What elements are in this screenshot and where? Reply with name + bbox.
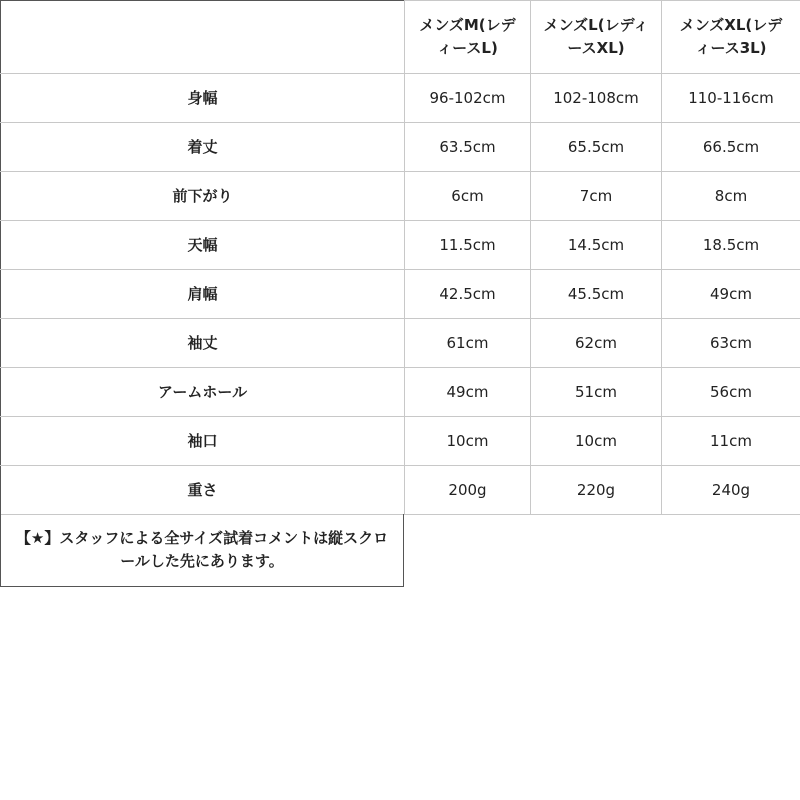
table-cell: 14.5cm xyxy=(531,221,662,270)
column-header-size-l: メンズL(レディースXL) xyxy=(531,1,662,74)
table-cell: 66.5cm xyxy=(662,123,800,172)
table-cell: 220g xyxy=(531,466,662,515)
table-row xyxy=(1,417,800,466)
table-cell: 11.5cm xyxy=(405,221,531,270)
table-cell: 45.5cm xyxy=(531,270,662,319)
table-cell: 61cm xyxy=(405,319,531,368)
table-cell: 42.5cm xyxy=(405,270,531,319)
table-cell: 65.5cm xyxy=(531,123,662,172)
header-row xyxy=(1,1,800,74)
table-cell: 200g xyxy=(405,466,531,515)
table-cell: 10cm xyxy=(531,417,662,466)
table-cell: 96-102cm xyxy=(405,74,531,123)
row-label: 袖口 xyxy=(1,417,405,466)
table-cell: 8cm xyxy=(662,172,800,221)
note-text: 【★】スタッフによる全サイズ試着コメントは縦スクロールした先にあります。 xyxy=(15,529,389,570)
table-cell: 240g xyxy=(662,466,800,515)
row-label: アームホール xyxy=(1,368,405,417)
table-cell: 18.5cm xyxy=(662,221,800,270)
table-cell: 110-116cm xyxy=(662,74,800,123)
table-cell: 49cm xyxy=(405,368,531,417)
column-header-size-m: メンズM(レディースL) xyxy=(405,1,531,74)
corner-cell xyxy=(1,1,405,74)
table-cell: 49cm xyxy=(662,270,800,319)
row-label: 天幅 xyxy=(1,221,405,270)
row-label: 身幅 xyxy=(1,74,405,123)
table-cell: 102-108cm xyxy=(531,74,662,123)
table-row xyxy=(1,123,800,172)
column-header-size-xl: メンズXL(レディース3L) xyxy=(662,1,800,74)
table-row xyxy=(1,368,800,417)
table-cell: 7cm xyxy=(531,172,662,221)
row-label: 袖丈 xyxy=(1,319,405,368)
table-row xyxy=(1,221,800,270)
table-cell: 6cm xyxy=(405,172,531,221)
table-cell: 11cm xyxy=(662,417,800,466)
table-cell: 10cm xyxy=(405,417,531,466)
table-cell: 63.5cm xyxy=(405,123,531,172)
row-label: 重さ xyxy=(1,466,405,515)
staff-fitting-note xyxy=(0,514,404,587)
table-cell: 62cm xyxy=(531,319,662,368)
table-row xyxy=(1,74,800,123)
row-label: 肩幅 xyxy=(1,270,405,319)
row-label: 前下がり xyxy=(1,172,405,221)
table-row xyxy=(1,172,800,221)
table-cell: 56cm xyxy=(662,368,800,417)
table-row xyxy=(1,466,800,515)
table-row xyxy=(1,270,800,319)
row-label: 着丈 xyxy=(1,123,405,172)
table-row xyxy=(1,319,800,368)
table-cell: 63cm xyxy=(662,319,800,368)
table-cell: 51cm xyxy=(531,368,662,417)
